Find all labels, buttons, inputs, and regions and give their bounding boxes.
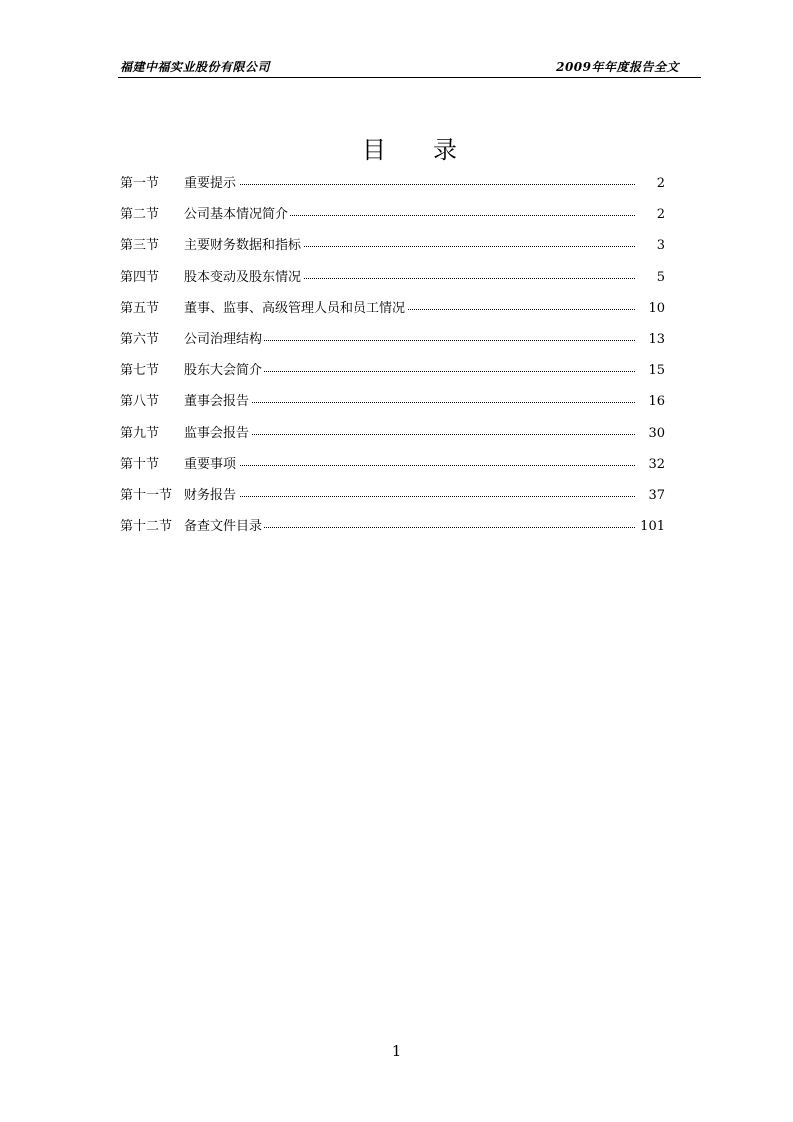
toc-page-number: 2 [637, 175, 665, 193]
toc-section-title: 重要提示 [184, 176, 237, 191]
toc-section-number: 第七节 [120, 363, 160, 379]
toc-entry[interactable] [120, 486, 665, 517]
toc-page-number: 30 [637, 425, 665, 443]
toc-section-title: 主要财务数据和指标 [184, 238, 302, 254]
toc-leader-dots [240, 340, 635, 341]
toc-leader-dots [240, 434, 635, 435]
toc-section-title: 监事会报告 [184, 425, 250, 441]
footer-page-number: 1 [391, 1042, 402, 1060]
toc-section-title: 股东大会简介 [184, 363, 263, 379]
toc-section-title: 公司基本情况简介 [184, 207, 289, 223]
toc-entry[interactable] [120, 236, 665, 267]
toc-section-number: 第五节 [120, 300, 160, 316]
header-report-title: 2009年年度报告全文 [556, 60, 679, 74]
toc-section-number: 第十一节 [120, 487, 173, 503]
toc-entry[interactable] [120, 361, 665, 392]
toc-leader-dots [240, 184, 635, 185]
toc-entry[interactable] [120, 205, 665, 236]
toc-entry[interactable] [120, 455, 665, 486]
toc-page-number: 3 [637, 237, 665, 255]
toc-section-number: 第十二节 [120, 519, 173, 535]
header-rule [118, 77, 701, 78]
toc-page-number: 101 [637, 518, 665, 536]
toc-section-number: 第四节 [120, 269, 160, 285]
toc-page-number: 15 [637, 362, 665, 380]
toc-section-number: 第六节 [120, 331, 160, 347]
toc-title-char-1: 目 [362, 136, 386, 164]
toc-page-number: 32 [637, 456, 665, 474]
toc-page-number: 10 [637, 300, 665, 318]
toc-section-title: 董事、监事、高级管理人员和员工情况 [184, 300, 406, 316]
toc-entry[interactable] [120, 268, 665, 299]
toc-title-char-2: 录 [433, 136, 457, 164]
toc-section-title: 股本变动及股东情况 [184, 269, 302, 285]
toc-page-number: 13 [637, 331, 665, 349]
toc-entry[interactable] [120, 392, 665, 423]
toc-section-number: 第二节 [120, 207, 160, 223]
toc-section-number: 第三节 [120, 238, 160, 254]
toc-page-number: 5 [637, 269, 665, 287]
toc-leader-dots [240, 496, 635, 497]
toc-list [120, 174, 665, 548]
toc-leader-dots [240, 527, 635, 528]
toc-leader-dots [240, 402, 635, 403]
toc-section-title: 董事会报告 [184, 394, 250, 410]
toc-section-number: 第十节 [120, 456, 160, 472]
toc-section-title: 公司治理结构 [184, 331, 263, 347]
toc-leader-dots [240, 371, 635, 372]
toc-entry[interactable] [120, 517, 665, 548]
toc-page-number: 2 [637, 206, 665, 224]
toc-leader-dots [240, 215, 635, 216]
toc-section-number: 第九节 [120, 425, 160, 441]
toc-page-number: 37 [637, 487, 665, 505]
toc-entry[interactable] [120, 299, 665, 330]
toc-section-title: 备查文件目录 [184, 519, 263, 535]
toc-page-number: 16 [637, 393, 665, 411]
toc-entry[interactable] [120, 174, 665, 205]
toc-section-title: 财务报告 [184, 487, 237, 503]
toc-section-number: 第八节 [120, 394, 160, 410]
header-company-name: 福建中福实业股份有限公司 [120, 60, 271, 74]
toc-entry[interactable] [120, 424, 665, 455]
toc-section-title: 重要事项 [184, 456, 237, 472]
toc-leader-dots [240, 465, 635, 466]
toc-section-number: 第一节 [120, 176, 160, 191]
toc-entry[interactable] [120, 330, 665, 361]
